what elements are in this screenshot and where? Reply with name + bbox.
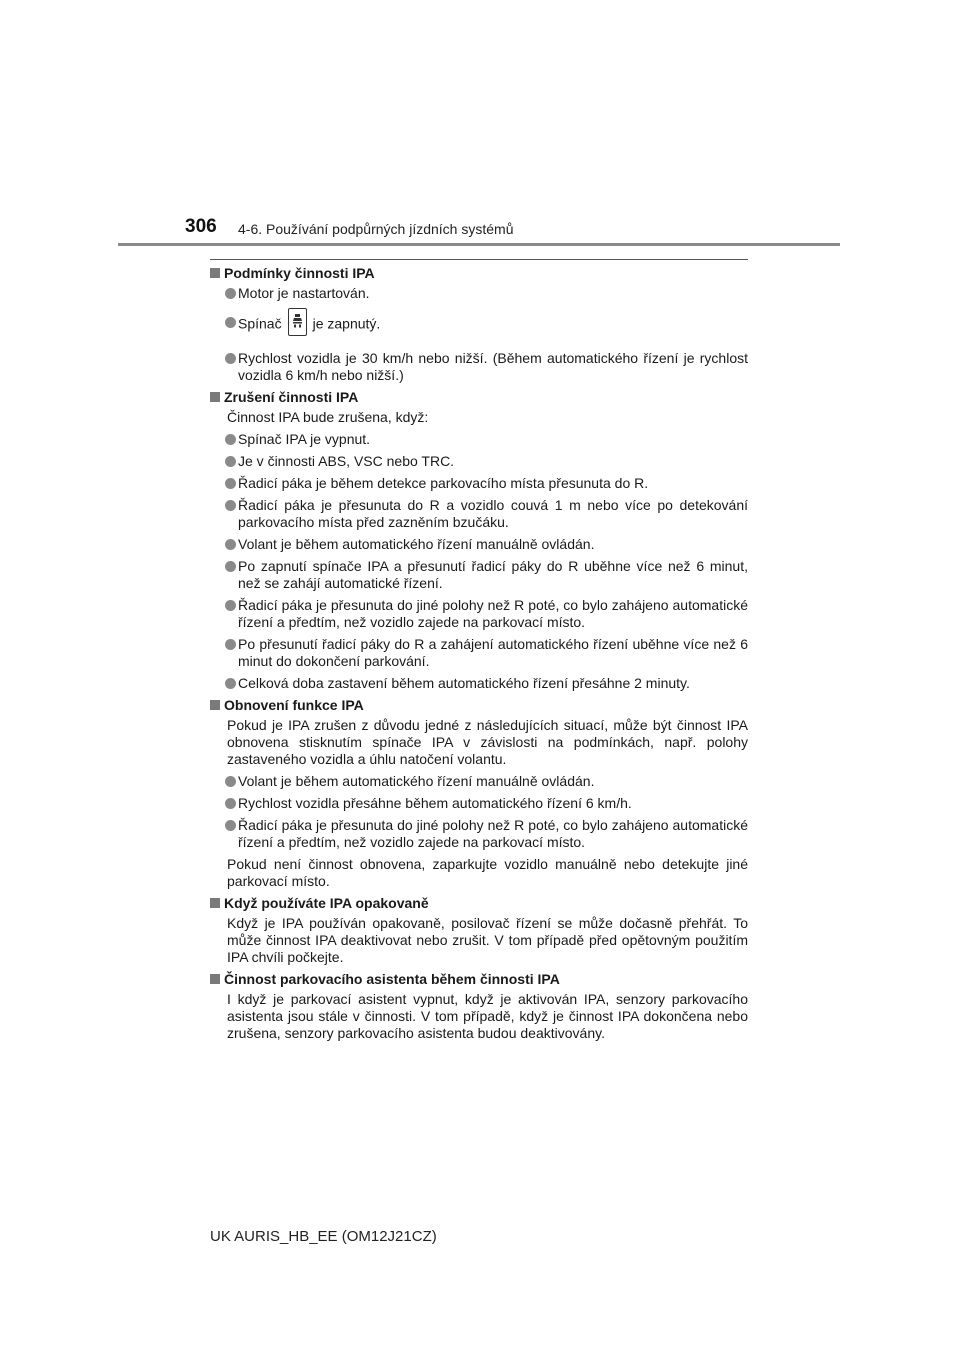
round-bullet-icon	[225, 639, 236, 650]
list-item-text-before-icon: Spínač	[238, 315, 282, 332]
section-title	[210, 971, 748, 988]
list-item-text: Řadicí páka je přesunuta do R a vozidlo couvá 1 m nebo více po detekování parkovacího místa před zazněním bzučáku.	[238, 497, 748, 530]
section-intro: Pokud je IPA zrušen z důvodu jedné z následujících situací, může být činnost IPA obnovena stisknutím spínače IPA v závislosti na podmínkách, např. polohy zastaveného vozidla a úhlu natočení volantu.	[227, 717, 748, 767]
list-item	[210, 285, 748, 302]
section-body: Když je IPA používán opakovaně, posilovač řízení se může dočasně přehřát. To může činnost IPA deaktivovat nebo zrušit. V tom případě před opětovným použitím IPA chvíli počkejte.	[227, 915, 748, 965]
list-item	[210, 773, 748, 790]
section-title	[210, 265, 748, 282]
list-item-text: Řadicí páka je přesunuta do jiné polohy než R poté, co bylo zahájeno automatické řízení a předtím, než vozidlo zajede na parkovací místo.	[238, 817, 748, 850]
section-intro: Činnost IPA bude zrušena, když:	[227, 409, 429, 425]
list-item	[210, 558, 748, 592]
round-bullet-icon	[225, 539, 236, 550]
round-bullet-icon	[225, 798, 236, 809]
round-bullet-icon	[225, 478, 236, 489]
section-ipa-restore	[210, 697, 748, 890]
section-body: I když je parkovací asistent vypnut, když je aktivován IPA, senzory parkovacího asistenta jsou stále v činnosti. V tom případě, když je činnost IPA dokončena nebo zrušena, senzory parkovacího asistenta budou deaktivovány.	[227, 991, 748, 1041]
square-bullet-icon	[210, 700, 220, 710]
list-item-text: Celková doba zastavení během automatického řízení přesáhne 2 minuty.	[238, 675, 690, 691]
square-bullet-icon	[210, 898, 220, 908]
list-item-text: Řadicí páka je během detekce parkovacího místa přesunuta do R.	[238, 475, 649, 491]
section-parking-assist	[210, 971, 748, 1042]
section-title	[210, 697, 748, 714]
round-bullet-icon	[225, 456, 236, 467]
round-bullet-icon	[225, 317, 236, 328]
round-bullet-icon	[225, 434, 236, 445]
section-ipa-conditions	[210, 265, 748, 384]
list-item	[210, 431, 748, 448]
square-bullet-icon	[210, 268, 220, 278]
square-bullet-icon	[210, 392, 220, 402]
section-title	[210, 895, 748, 912]
list-item	[210, 314, 748, 336]
list-item	[210, 536, 748, 553]
list-item	[210, 795, 748, 812]
list-item	[210, 497, 748, 531]
list-item-text: Volant je během automatického řízení manuálně ovládán.	[238, 536, 595, 552]
list-item	[210, 817, 748, 851]
section-title-text: Podmínky činnosti IPA	[224, 265, 375, 281]
chapter-title: 4-6. Používání podpůrných jízdních systémů	[238, 221, 514, 237]
round-bullet-icon	[225, 600, 236, 611]
list-item-text: Je v činnosti ABS, VSC nebo TRC.	[238, 453, 455, 469]
section-title	[210, 389, 748, 406]
list-item	[210, 453, 748, 470]
section-outro: Pokud není činnost obnovena, zaparkujte vozidlo manuálně nebo detekujte jiné parkovací místo.	[227, 856, 748, 889]
page-number: 306	[185, 216, 217, 237]
round-bullet-icon	[225, 500, 236, 511]
footer-model-code: UK AURIS_HB_EE (OM12J21CZ)	[210, 1228, 437, 1245]
section-repeated-use	[210, 895, 748, 966]
list-item-text: Po zapnutí spínače IPA a přesunutí řadicí páky do R uběhne více než 6 minut, než se zahájí automatické řízení.	[238, 558, 748, 591]
round-bullet-icon	[225, 678, 236, 689]
list-item	[210, 350, 748, 384]
round-bullet-icon	[225, 561, 236, 572]
content-rule	[210, 259, 748, 260]
list-item	[210, 675, 748, 692]
header-rule	[118, 243, 840, 246]
list-item-text: Spínač IPA je vypnut.	[238, 431, 371, 447]
section-title-text: Činnost parkovacího asistenta během činnosti IPA	[224, 971, 560, 987]
list-item-text-after-icon: je zapnutý.	[312, 315, 381, 332]
round-bullet-icon	[225, 353, 236, 364]
section-title-text: Zrušení činnosti IPA	[224, 389, 359, 405]
round-bullet-icon	[225, 776, 236, 787]
round-bullet-icon	[225, 288, 236, 299]
section-title-text: Obnovení funkce IPA	[224, 697, 364, 713]
list-item	[210, 597, 748, 631]
list-item-text: Po přesunutí řadicí páky do R a zahájení automatického řízení uběhne více než 6 minut do dokončení parkování.	[238, 636, 748, 669]
section-ipa-cancellation	[210, 389, 748, 692]
round-bullet-icon	[225, 820, 236, 831]
list-item-text: Řadicí páka je přesunuta do jiné polohy než R poté, co bylo zahájeno automatické řízení a předtím, než vozidlo zajede na parkovací místo.	[238, 597, 748, 630]
square-bullet-icon	[210, 974, 220, 984]
ipa-switch-icon	[288, 308, 307, 336]
list-item-text: Rychlost vozidla přesáhne během automatického řízení 6 km/h.	[238, 795, 632, 811]
list-item	[210, 636, 748, 670]
list-item-text: Volant je během automatického řízení manuálně ovládán.	[238, 773, 595, 789]
list-item	[210, 475, 748, 492]
section-title-text: Když používáte IPA opakovaně	[224, 895, 429, 911]
list-item-text: Rychlost vozidla je 30 km/h nebo nižší. (Během automatického řízení je rychlost vozidla 6 km/h nebo nižší.)	[238, 350, 748, 383]
page-content	[210, 265, 748, 1047]
list-item-text: Motor je nastartován.	[238, 285, 370, 301]
